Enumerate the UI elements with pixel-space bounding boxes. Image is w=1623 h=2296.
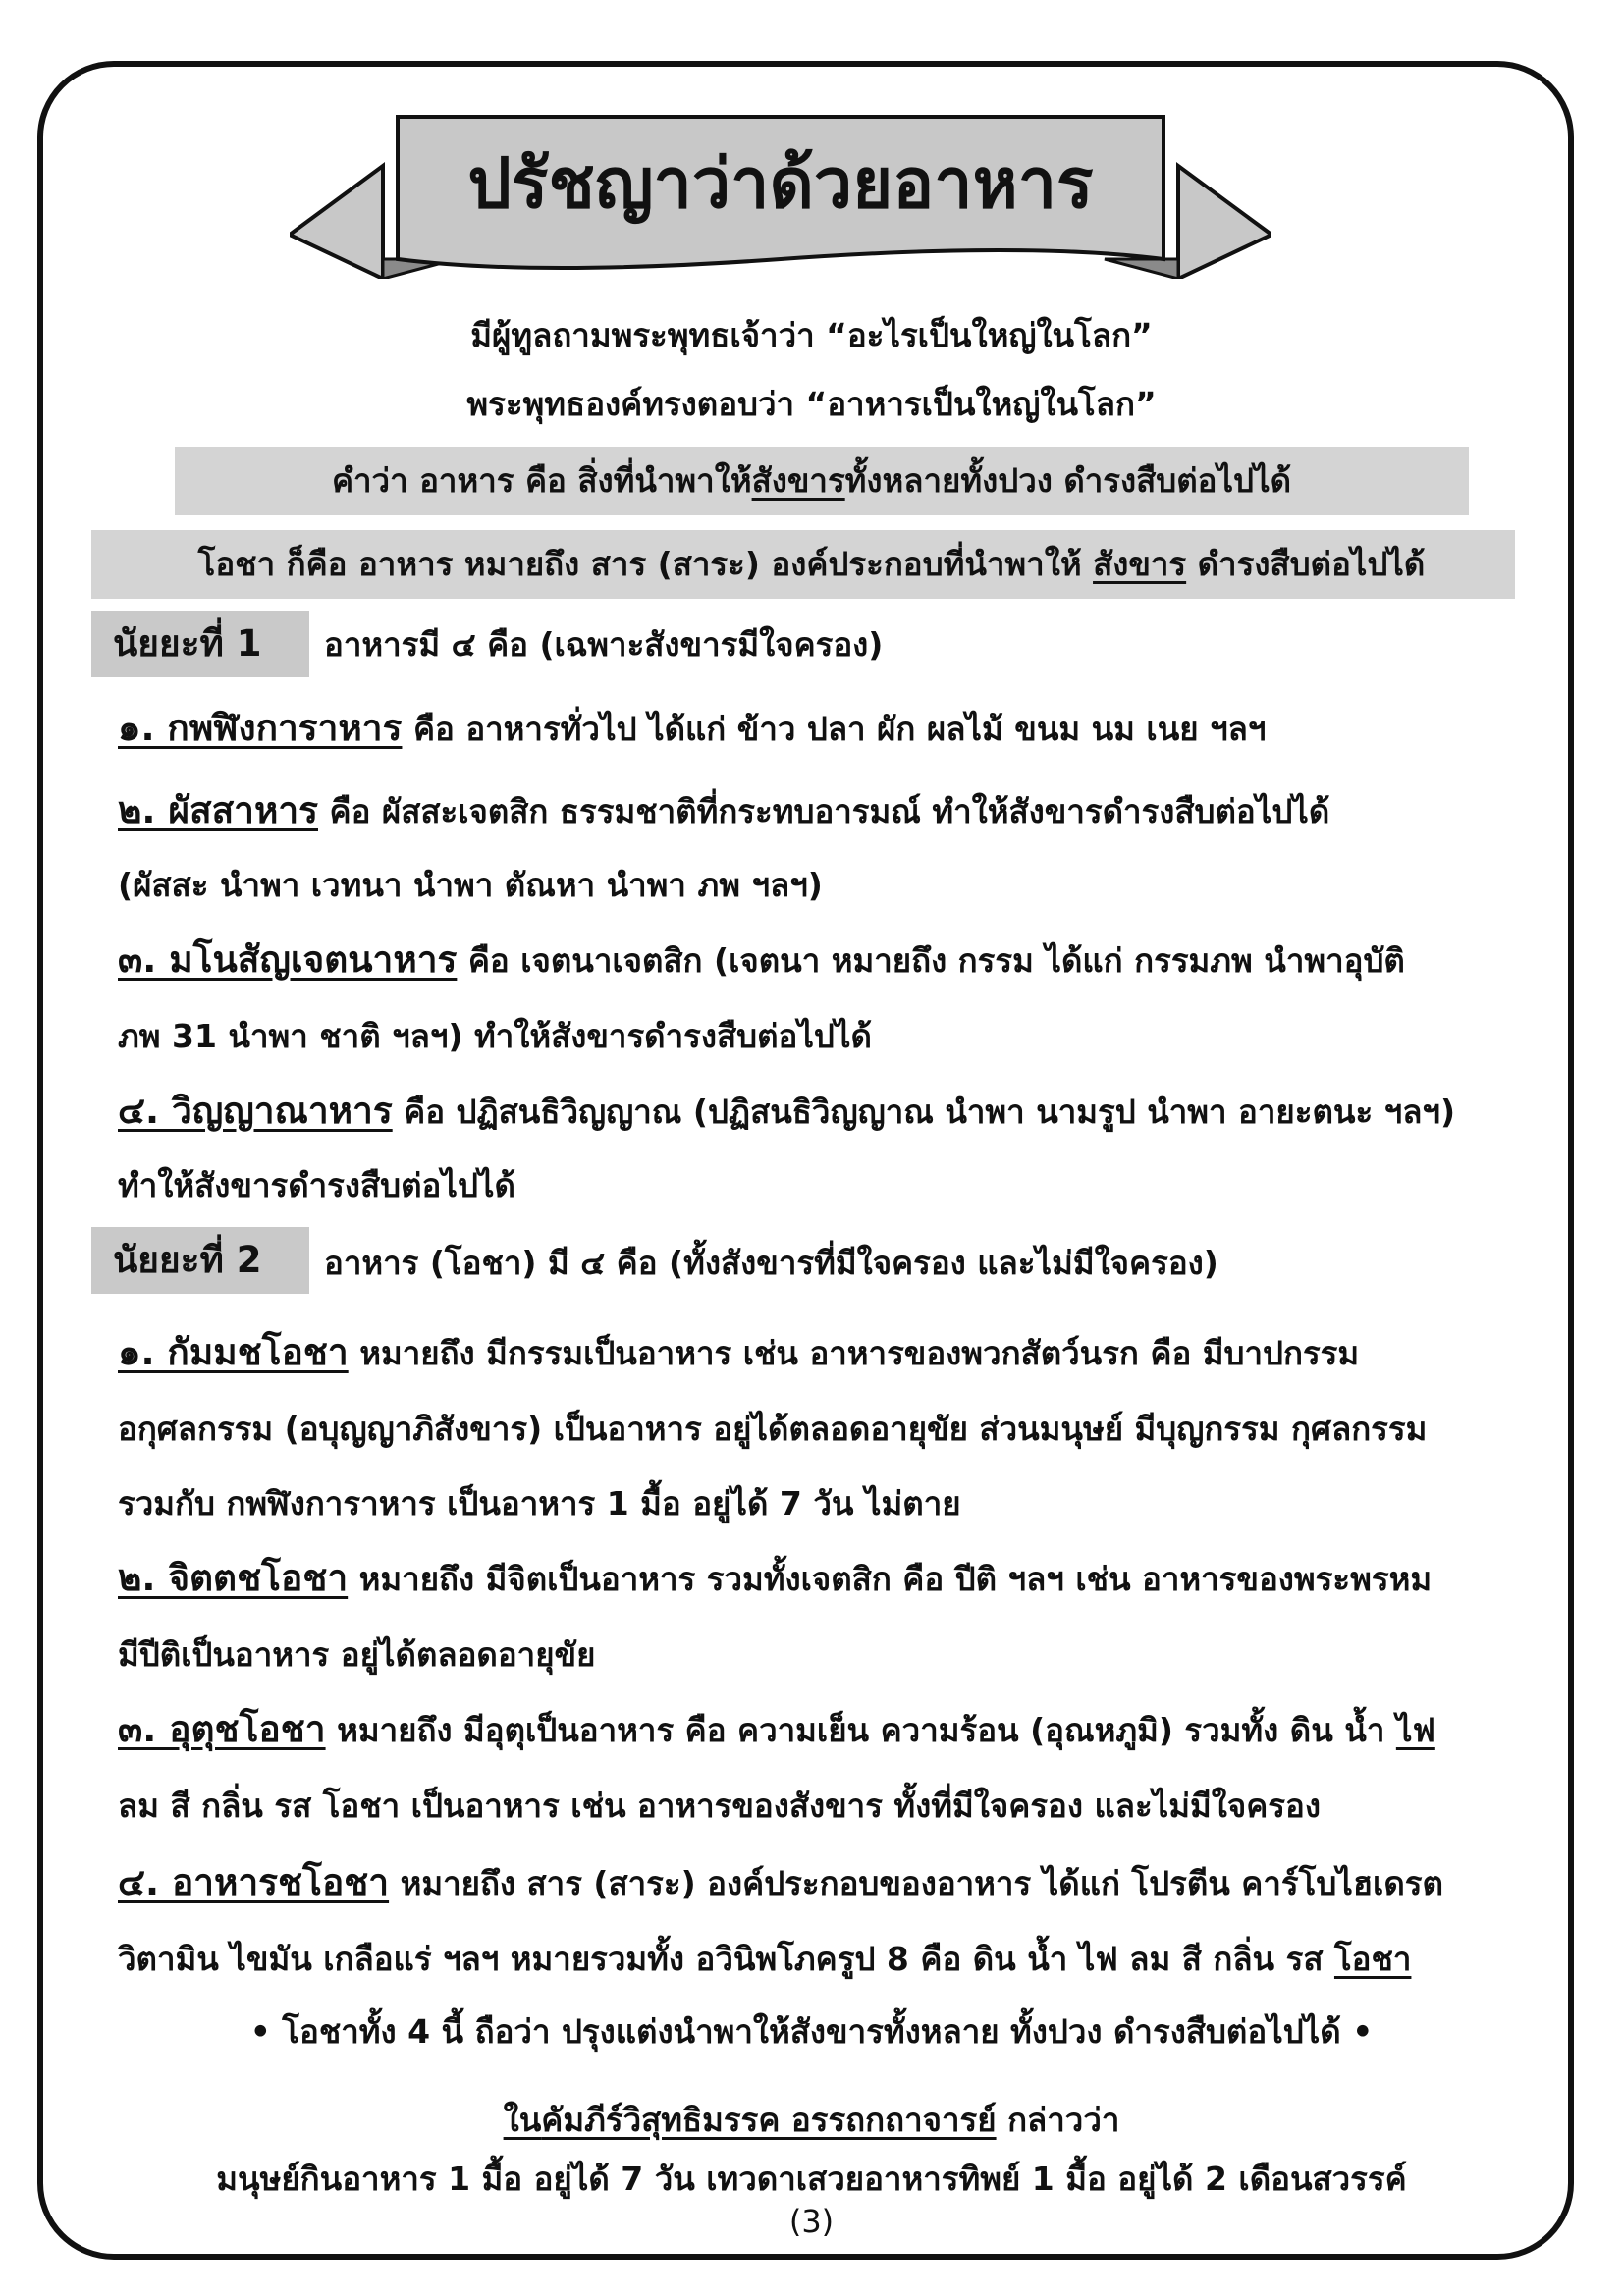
definition-1-term: สังขาร [751, 461, 845, 500]
banner-right-fold [1105, 259, 1178, 279]
section-1-item-4-line-1: คือ ปฏิสนธิวิญญาณ (ปฏิสนธิวิญญาณ นำพา นามรูป นำพา อายะตนะ ฯลฯ) [392, 1093, 1456, 1131]
section-2-item-1-heading: ๑. กัมมชโอชา [118, 1331, 349, 1373]
section-2-item-2-heading: ๒. จิตตชโอชา [118, 1557, 349, 1599]
definition-2 [0, 541, 1623, 588]
section-1-item-2-line-1: คือ ผัสสะเจตสิก ธรรมชาติที่กระทบอารมณ์ ทำให้สังขารดำรงสืบต่อไปได้ [318, 792, 1330, 830]
section-2-description: อาหาร (โอชา) มี ๔ คือ (ทั้งสังขารที่มีใจครอง และไม่มีใจครอง) [324, 1244, 1218, 1282]
section-1-item-1-line-1: คือ อาหารทั่วไป ได้แก่ ข้าว ปลา ผัก ผลไม้ ขนม นม เนย ฯลฯ [402, 710, 1267, 748]
section-2-item-3-line-2: ลม สี กลิ่น รส โอชา เป็นอาหาร เช่น อาหารของสังขาร ทั้งที่มีใจครอง และไม่มีใจครอง [118, 1787, 1321, 1825]
intro-question-quote: “อะไรเป็นใหญ่ในโลก” [826, 316, 1153, 354]
page-title: ปรัชญาว่าด้วยอาหาร [467, 143, 1094, 224]
section-1-item-2-line-2: (ผัสสะ นำพา เวทนา นำพา ตัณหา นำพา ภพ ฯลฯ) [118, 866, 823, 904]
section-1-item-3 [118, 936, 1405, 985]
definition-2-text-b: ดำรงสืบต่อไปได้ [1186, 545, 1426, 583]
section-1-item-4-heading: ๔. วิญญาณาหาร [118, 1090, 393, 1132]
page-number: (3) [788, 2203, 835, 2240]
section-1-tag: นัยยะที่ 1 [91, 611, 309, 677]
section-2-item-1 [118, 1329, 1359, 1377]
intro-answer-quote: “อาหารเป็นใหญ่ในโลก” [805, 385, 1157, 423]
section-2-item-4-line-1: หมายถึง สาร (สาระ) องค์ประกอบของอาหาร ได้แก่ โปรตีน คาร์โบไฮเดรต [389, 1864, 1443, 1902]
section-1-item-4 [118, 1088, 1455, 1136]
section-2-item-4-heading: ๔. อาหารชโอชา [118, 1861, 390, 1903]
section-2-item-4-line-2-text: วิตามิน ไขมัน เกลือแร่ ฯลฯ หมายรวมทั้ง อวินิพโภครูป 8 คือ ดิน น้ำ ไฟ ลม สี กลิ่น รส [118, 1940, 1334, 1978]
section-2-item-3-underlined-word: ไฟ [1395, 1711, 1435, 1749]
intro-question [0, 312, 1623, 359]
section-2-item-1-line-2: อกุศลกรรม (อบุญญาภิสังขาร) เป็นอาหาร อยู่ได้ตลอดอายุขัย ส่วนมนุษย์ มีบุญกรรม กุศลกรรม [118, 1410, 1428, 1448]
section-1-item-3-heading: ๓. มโนสัญเจตนาหาร [118, 938, 458, 981]
section-2-item-1-line-3: รวมกับ กพฬิงการาหาร เป็นอาหาร 1 มื้อ อยู่ได้ 7 วัน ไม่ตาย [118, 1484, 961, 1522]
scripture-reference [0, 2097, 1623, 2144]
section-1-description: อาหารมี ๔ คือ (เฉพาะสังขารมีใจครอง) [324, 625, 884, 664]
section-2-item-3 [118, 1706, 1435, 1754]
section-2-item-3-line-1: หมายถึง มีอุตุเป็นอาหาร คือ ความเย็น ความร้อน (อุณหภูมิ) รวมทั้ง ดิน น้ำ [325, 1711, 1396, 1749]
definition-2-term: สังขาร [1093, 545, 1187, 583]
scripture-line: มนุษย์กินอาหาร 1 มื้อ อยู่ได้ 7 วัน เทวดาเสวยอาหารทิพย์ 1 มื้อ อยู่ได้ 2 เดือนสวรรค์ [216, 2160, 1407, 2198]
section-2-item-3-heading: ๓. อุตุชโอชา [118, 1708, 326, 1750]
section-1-item-1 [118, 705, 1266, 753]
section-1-item-2 [118, 787, 1329, 835]
banner-left-tail [290, 166, 383, 279]
definition-1 [0, 457, 1623, 505]
section-1-item-2-heading: ๒. ผัสสาหาร [118, 789, 318, 831]
scripture-ref: คัมภีร์วิสุทธิมรรค อรรถกถาจารย์ [541, 2101, 997, 2139]
banner-right-tail [1178, 166, 1271, 279]
section-1-item-1-heading: ๑. กพฬิงการาหาร [118, 707, 403, 749]
section-1-item-3-line-2: ภพ 31 นำพา ชาติ ฯลฯ) ทำให้สังขารดำรงสืบต่อไปได้ [118, 1017, 872, 1055]
scripture-suffix: กล่าวว่า [996, 2101, 1120, 2139]
section-1-item-4-line-2: ทำให้สังขารดำรงสืบต่อไปได้ [118, 1166, 515, 1204]
intro-answer-prefix: พระพุทธองค์ทรงตอบว่า [466, 385, 806, 423]
intro-question-prefix: มีผู้ทูลถามพระพุทธเจ้าว่า [470, 316, 827, 354]
section-2-item-1-line-1: หมายถึง มีกรรมเป็นอาหาร เช่น อาหารของพวกสัตว์นรก คือ มีบาปกรรม [348, 1334, 1360, 1372]
section-2-tag: นัยยะที่ 2 [91, 1227, 309, 1294]
definition-1-text-a: คำว่า อาหาร คือ สิ่งที่นำพาให้ [331, 461, 752, 500]
section-1-item-3-line-1: คือ เจตนาเจตสิก (เจตนา หมายถึง กรรม ได้แก่ กรรมภพ นำพาอุบัติ [457, 941, 1405, 980]
section-2-item-2-line-2: มีปีติเป็นอาหาร อยู่ได้ตลอดอายุขัย [118, 1635, 596, 1674]
definition-2-text-a: โอชา ก็คือ อาหาร หมายถึง สาร (สาระ) องค์ประกอบที่นำพาให้ [197, 545, 1094, 583]
section-2-item-4 [118, 1859, 1443, 1907]
scripture-prefix: ใน [503, 2101, 542, 2139]
section-2-item-2-line-1: หมายถึง มีจิตเป็นอาหาร รวมทั้งเจตสิก คือ ปีติ ฯลฯ เช่น อาหารของพระพรหม [348, 1560, 1433, 1598]
intro-answer [0, 381, 1623, 428]
section-2-item-4-line-2 [118, 1936, 1411, 1983]
section-2-item-2 [118, 1555, 1432, 1603]
definition-1-text-b: ทั้งหลายทั้งปวง ดำรงสืบต่อไปได้ [844, 461, 1292, 500]
section-2-item-4-underlined-word: โอชา [1333, 1940, 1412, 1978]
summary-line: • โอชาทั้ง 4 นี้ ถือว่า ปรุงแต่งนำพาให้สังขารทั้งหลาย ทั้งปวง ดำรงสืบต่อไปได้ • [249, 2012, 1374, 2051]
